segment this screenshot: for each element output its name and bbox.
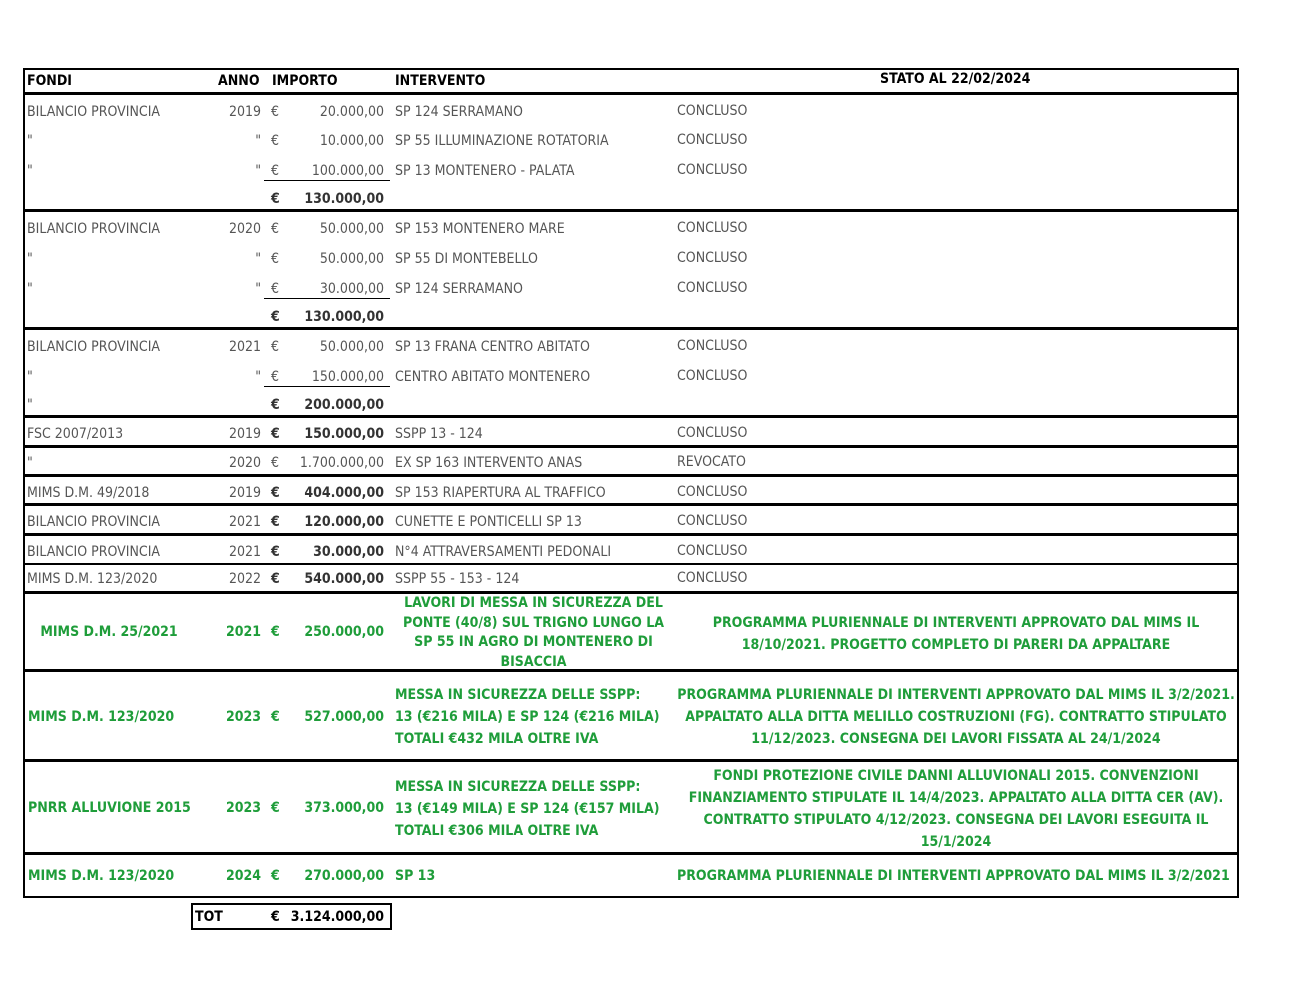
cell-stato: CONCLUSO	[677, 570, 748, 586]
cell-importo: 1.700.000,00	[299, 455, 384, 471]
cell-currency: €	[271, 163, 280, 179]
cell-currency: €	[271, 571, 280, 587]
cell-currency: €	[271, 251, 280, 267]
green-cell-fondi: PNRR ALLUVIONE 2015	[28, 800, 191, 816]
cell-stato: CONCLUSO	[677, 280, 748, 296]
cell-stato: CONCLUSO	[677, 338, 748, 354]
green-cell-intervento: SP 13	[395, 868, 436, 884]
cell-importo: 404.000,00	[304, 485, 384, 501]
cell-stato: CONCLUSO	[677, 513, 748, 529]
cell-currency: €	[271, 397, 280, 413]
green-cell-currency: €	[271, 800, 280, 816]
total-currency: €	[271, 909, 280, 925]
cell-fondi: "	[27, 397, 33, 413]
cell-intervento: SP 124 SERRAMANO	[395, 104, 523, 120]
row-divider	[25, 445, 1238, 448]
cell-importo: 150.000,00	[304, 426, 384, 442]
green-cell-intervento: MESSA IN SICUREZZA DELLE SSPP: 13 (€149 MILA) E SP 124 (€157 MILA) TOTALI €306 MILA OLTRE IVA	[395, 779, 660, 839]
cell-stato: CONCLUSO	[677, 220, 748, 236]
cell-anno: 2019	[228, 426, 261, 442]
cell-currency: €	[271, 281, 280, 297]
cell-anno: "	[255, 133, 261, 149]
cell-importo: 130.000,00	[304, 309, 384, 325]
green-cell-importo: 527.000,00	[304, 709, 384, 725]
cell-currency: €	[271, 455, 280, 471]
cell-currency: €	[271, 544, 280, 560]
cell-stato: CONCLUSO	[677, 425, 748, 441]
subtotal-underline	[264, 386, 390, 387]
row-divider	[25, 415, 1238, 418]
green-cell-stato: PROGRAMMA PLURIENNALE DI INTERVENTI APPROVATO DAL MIMS IL 3/2/2021	[677, 868, 1230, 884]
cell-stato: CONCLUSO	[677, 103, 748, 119]
cell-fondi: BILANCIO PROVINCIA	[27, 544, 161, 560]
cell-importo: 130.000,00	[304, 191, 384, 207]
cell-fondi: "	[27, 369, 33, 385]
cell-stato: CONCLUSO	[677, 250, 748, 266]
cell-intervento: EX SP 163 INTERVENTO ANAS	[395, 455, 583, 471]
cell-anno: 2021	[228, 339, 261, 355]
cell-importo: 10.000,00	[319, 133, 384, 149]
cell-anno: 2022	[228, 571, 261, 587]
cell-currency: €	[271, 369, 280, 385]
subtotal-underline	[264, 298, 390, 299]
cell-fondi: BILANCIO PROVINCIA	[27, 339, 161, 355]
row-divider	[25, 533, 1238, 536]
green-cell-importo: 270.000,00	[304, 868, 384, 884]
cell-importo: 50.000,00	[319, 339, 384, 355]
cell-currency: €	[271, 514, 280, 530]
header-fondi: FONDI	[27, 73, 72, 89]
subtotal-underline	[264, 180, 390, 181]
cell-anno: 2019	[228, 104, 261, 120]
total-label: TOT	[195, 909, 223, 925]
cell-intervento: SP 13 MONTENERO - PALATA	[395, 163, 575, 179]
row-divider	[25, 327, 1238, 330]
cell-fondi: "	[27, 133, 33, 149]
cell-fondi: "	[27, 251, 33, 267]
total-value: 3.124.000,00	[290, 909, 384, 925]
cell-currency: €	[271, 191, 280, 207]
green-cell-importo: 250.000,00	[304, 624, 384, 640]
cell-importo: 30.000,00	[319, 281, 384, 297]
cell-anno: "	[255, 369, 261, 385]
cell-importo: 20.000,00	[319, 104, 384, 120]
cell-anno: 2020	[228, 221, 261, 237]
cell-intervento: SP 55 ILLUMINAZIONE ROTATORIA	[395, 133, 609, 149]
cell-intervento: SP 153 MONTENERO MARE	[395, 221, 565, 237]
cell-stato: CONCLUSO	[677, 162, 748, 178]
cell-intervento: SSPP 13 - 124	[395, 426, 483, 442]
green-cell-importo: 373.000,00	[304, 800, 384, 816]
header-anno: ANNO	[218, 73, 260, 89]
cell-fondi: MIMS D.M. 49/2018	[27, 485, 150, 501]
green-cell-currency: €	[271, 868, 280, 884]
cell-intervento: CUNETTE E PONTICELLI SP 13	[395, 514, 582, 530]
cell-importo: 50.000,00	[319, 251, 384, 267]
row-divider	[25, 759, 1238, 762]
cell-intervento: SP 55 DI MONTEBELLO	[395, 251, 538, 267]
cell-stato: CONCLUSO	[677, 484, 748, 500]
green-cell-currency: €	[271, 624, 280, 640]
cell-fondi: "	[27, 281, 33, 297]
cell-fondi: MIMS D.M. 123/2020	[27, 571, 158, 587]
cell-currency: €	[271, 339, 280, 355]
cell-stato: CONCLUSO	[677, 368, 748, 384]
cell-intervento: SP 124 SERRAMANO	[395, 281, 523, 297]
cell-currency: €	[271, 309, 280, 325]
cell-stato: REVOCATO	[677, 454, 746, 470]
cell-anno: 2021	[228, 544, 261, 560]
cell-fondi: BILANCIO PROVINCIA	[27, 104, 161, 120]
cell-importo: 200.000,00	[304, 397, 384, 413]
cell-currency: €	[271, 485, 280, 501]
cell-stato: CONCLUSO	[677, 132, 748, 148]
row-divider	[25, 92, 1238, 95]
cell-fondi: "	[27, 163, 33, 179]
cell-importo: 540.000,00	[304, 571, 384, 587]
green-cell-stato: PROGRAMMA PLURIENNALE DI INTERVENTI APPROVATO DAL MIMS IL 18/10/2021. PROGETTO COMPLETO DI PARERI DA APPALTARE	[712, 615, 1200, 653]
green-cell-stato: PROGRAMMA PLURIENNALE DI INTERVENTI APPROVATO DAL MIMS IL 3/2/2021. APPALTATO ALLA DITTA MELILLO COSTRUZIONI (FG). CONTRATTO STIPULATO 11/12/2023. CONSEGNA DEI LAVORI FISSATA AL 24/1/2024	[677, 687, 1235, 747]
cell-anno: "	[255, 251, 261, 267]
cell-currency: €	[271, 133, 280, 149]
green-cell-currency: €	[271, 709, 280, 725]
header-stato: STATO AL 22/02/2024	[880, 71, 1031, 87]
green-cell-anno: 2024	[225, 868, 261, 884]
row-divider	[25, 563, 1238, 565]
cell-currency: €	[271, 426, 280, 442]
header-intervento: INTERVENTO	[395, 73, 486, 89]
cell-anno: 2020	[228, 455, 261, 471]
cell-anno: 2019	[228, 485, 261, 501]
cell-importo: 100.000,00	[311, 163, 384, 179]
green-cell-fondi: MIMS D.M. 123/2020	[28, 868, 175, 884]
cell-stato: CONCLUSO	[677, 543, 748, 559]
cell-fondi: FSC 2007/2013	[27, 426, 124, 442]
green-cell-anno: 2023	[225, 800, 261, 816]
header-importo: IMPORTO	[272, 73, 338, 89]
cell-anno: "	[255, 163, 261, 179]
green-cell-anno: 2021	[225, 624, 261, 640]
row-divider	[25, 209, 1238, 212]
cell-fondi: BILANCIO PROVINCIA	[27, 514, 161, 530]
row-divider	[25, 503, 1238, 506]
cell-intervento: SP 153 RIAPERTURA AL TRAFFICO	[395, 485, 606, 501]
cell-importo: 150.000,00	[311, 369, 384, 385]
cell-anno: "	[255, 281, 261, 297]
cell-currency: €	[271, 221, 280, 237]
green-cell-intervento: LAVORI DI MESSA IN SICUREZZA DEL PONTE (40/8) SUL TRIGNO LUNGO LA SP 55 IN AGRO DI MONTENERO DI BISACCIA	[403, 595, 664, 670]
cell-fondi: "	[27, 455, 33, 471]
green-cell-fondi: MIMS D.M. 123/2020	[28, 709, 175, 725]
green-cell-fondi: MIMS D.M. 25/2021	[40, 624, 178, 640]
cell-importo: 50.000,00	[319, 221, 384, 237]
cell-intervento: N°4 ATTRAVERSAMENTI PEDONALI	[395, 544, 612, 560]
cell-intervento: CENTRO ABITATO MONTENERO	[395, 369, 591, 385]
cell-importo: 120.000,00	[304, 514, 384, 530]
cell-anno: 2021	[228, 514, 261, 530]
cell-intervento: SP 13 FRANA CENTRO ABITATO	[395, 339, 590, 355]
green-cell-intervento: MESSA IN SICUREZZA DELLE SSPP: 13 (€216 MILA) E SP 124 (€216 MILA) TOTALI €432 MILA OLTRE IVA	[395, 687, 660, 747]
cell-currency: €	[271, 104, 280, 120]
cell-intervento: SSPP 55 - 153 - 124	[395, 571, 520, 587]
cell-fondi: BILANCIO PROVINCIA	[27, 221, 161, 237]
row-divider	[25, 474, 1238, 477]
cell-importo: 30.000,00	[313, 544, 384, 560]
green-cell-stato: FONDI PROTEZIONE CIVILE DANNI ALLUVIONALI 2015. CONVENZIONI FINANZIAMENTO STIPULATE IL 14/4/2023. APPALTATO ALLA DITTA CER (AV). CONTRATTO STIPULATO 4/12/2023. CONSEGNA DEI LAVORI ESEGUITA IL 15/1/2024	[688, 768, 1224, 850]
green-cell-anno: 2023	[225, 709, 261, 725]
